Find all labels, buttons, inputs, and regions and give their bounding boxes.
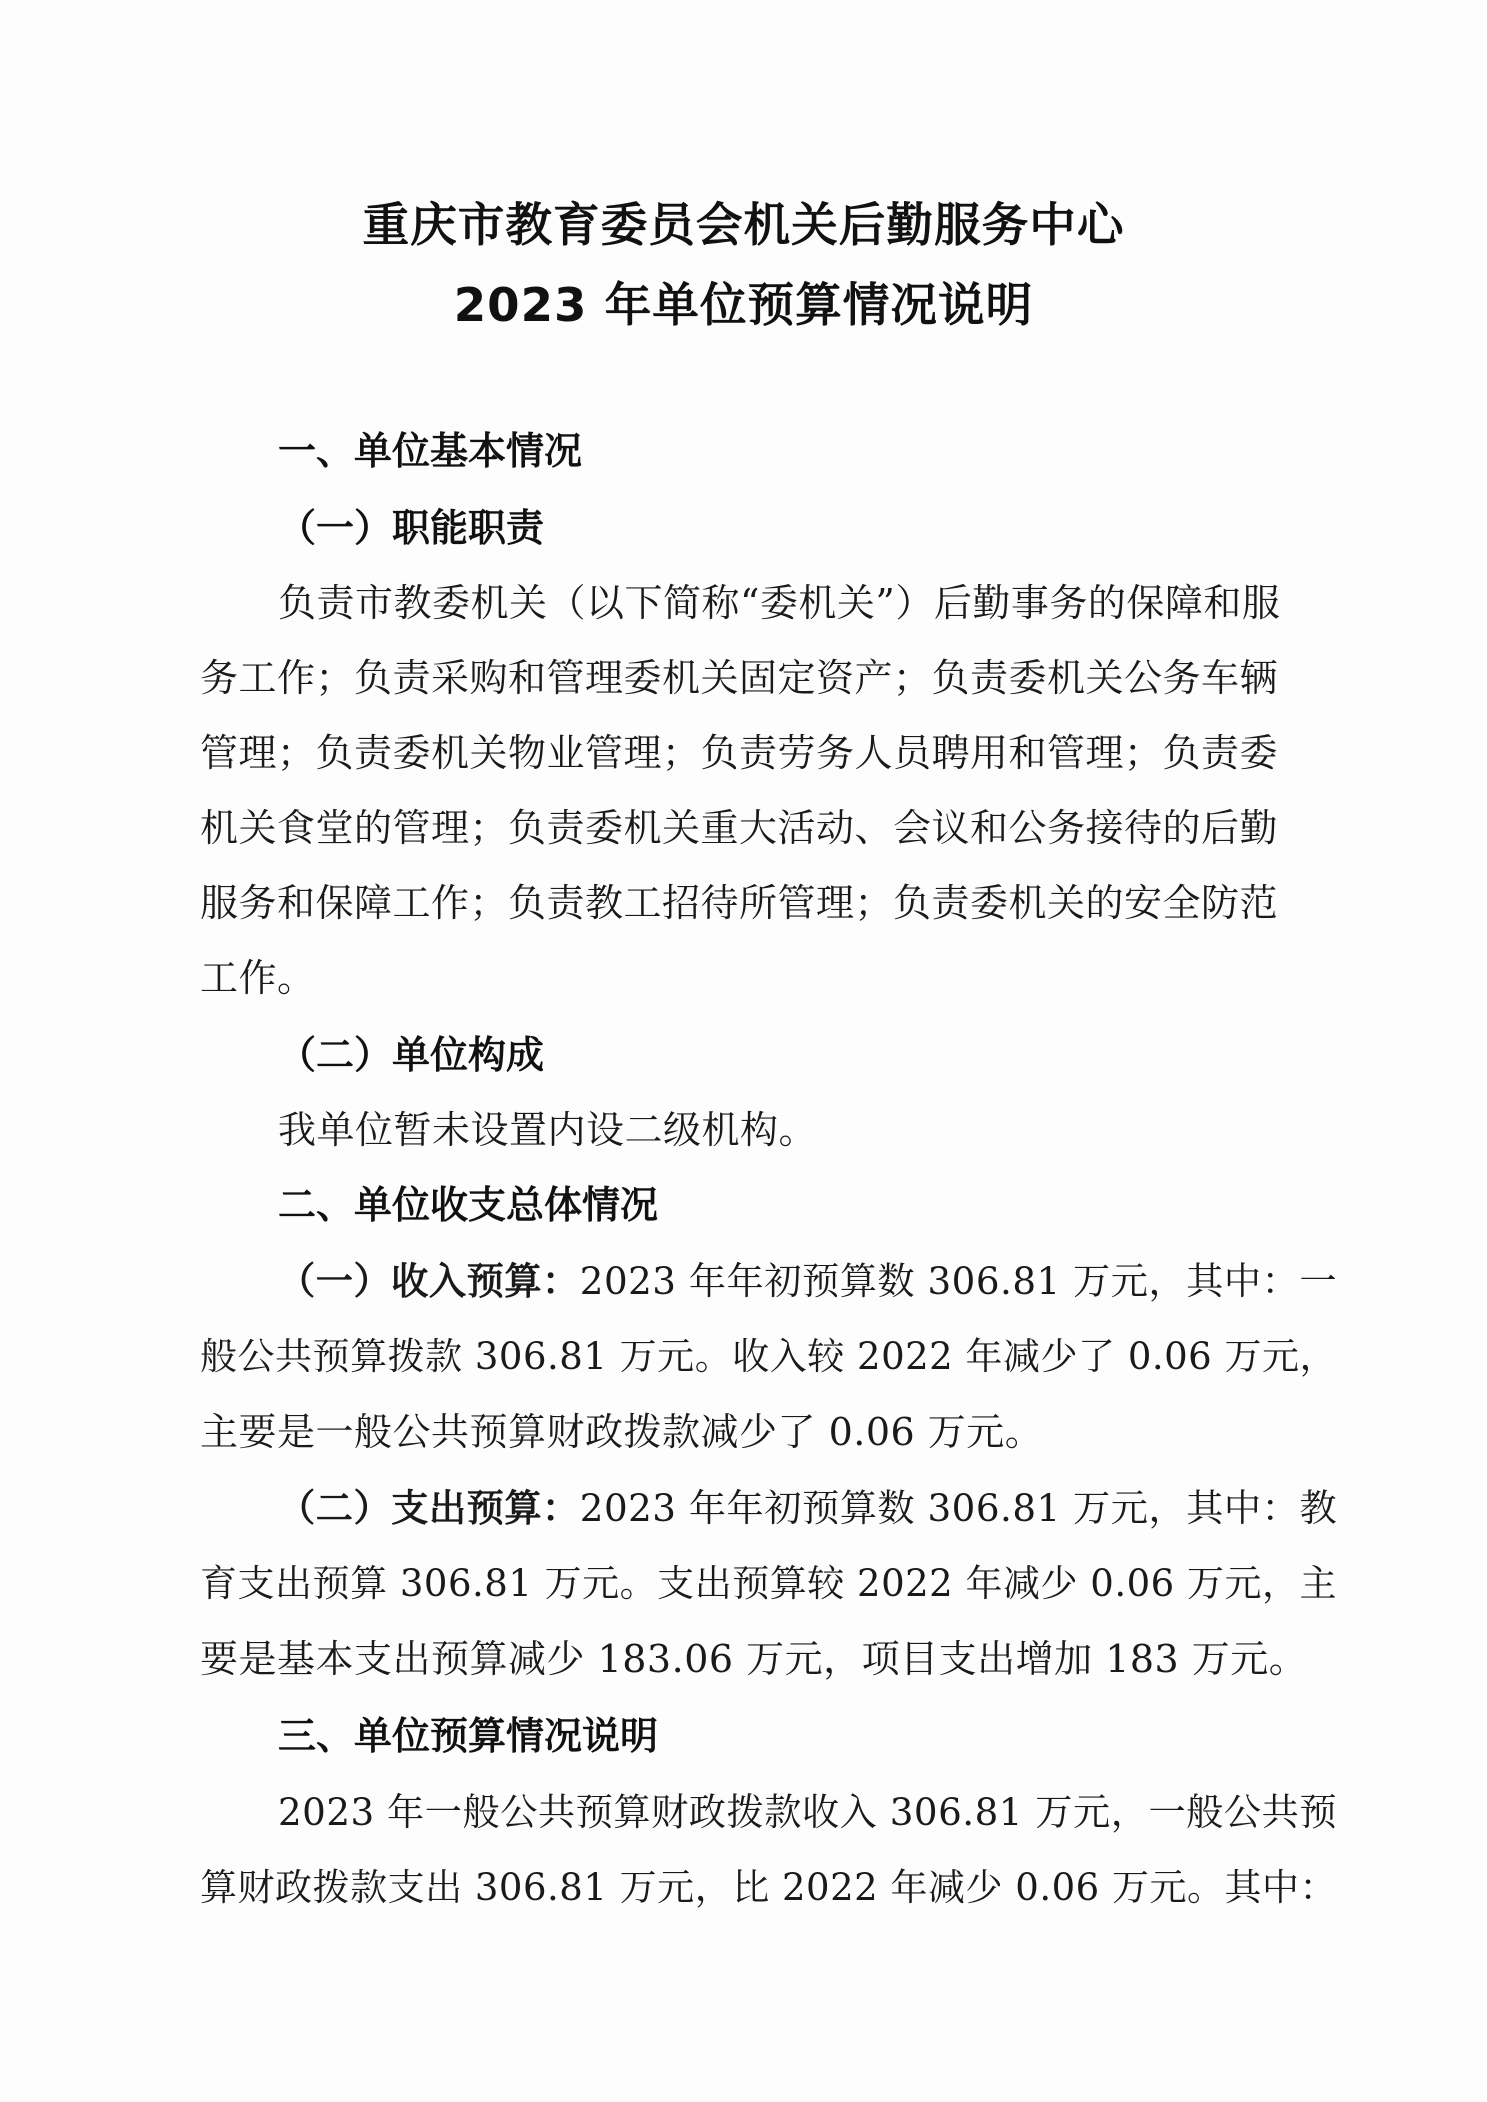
expense-label: （二）支出预算： <box>278 1486 580 1530</box>
section1-sub2-heading: （二）单位构成 <box>278 1032 545 1077</box>
paragraph-line: 2023 年一般公共预算财政拨款收入 306.81 万元，一般公共预 <box>278 1790 1338 1834</box>
paragraph-line: 要是基本支出预算减少 183.06 万元，项目支出增加 183 万元。 <box>200 1637 1308 1681</box>
income-line-1 <box>278 1251 1337 1305</box>
paragraph-line: 管理；负责委机关物业管理；负责劳务人员聘用和管理；负责委 <box>200 731 1279 775</box>
paragraph-line: 负责市教委机关（以下简称“委机关”）后勤事务的保障和服 <box>278 581 1281 625</box>
paragraph-line: 机关食堂的管理；负责委机关重大活动、会议和公务接待的后勤 <box>200 806 1279 850</box>
expense-text: 2023 年年初预算数 306.81 万元，其中：教 <box>579 1486 1338 1530</box>
expense-line-1 <box>278 1478 1337 1532</box>
section2-heading: 二、单位收支总体情况 <box>278 1183 659 1227</box>
income-text: 2023 年年初预算数 306.81 万元，其中：一 <box>579 1259 1338 1303</box>
section1-heading: 一、单位基本情况 <box>278 429 583 473</box>
paragraph-line: 务工作；负责采购和管理委机关固定资产；负责委机关公务车辆 <box>200 656 1279 700</box>
paragraph-line: 工作。 <box>200 956 316 1000</box>
document-title-line1: 重庆市教育委员会机关后勤服务中心 <box>362 198 1125 252</box>
paragraph-line: 服务和保障工作；负责教工招待所管理；负责委机关的安全防范 <box>200 881 1279 925</box>
paragraph-line: 般公共预算拨款 306.81 万元。收入较 2022 年减少了 0.06 万元， <box>200 1335 1338 1378</box>
income-label: （一）收入预算： <box>278 1259 580 1303</box>
paragraph-line: 我单位暂未设置内设二级机构。 <box>278 1108 818 1152</box>
paragraph-line: 育支出预算 306.81 万元。支出预算较 2022 年减少 0.06 万元，主 <box>200 1562 1338 1605</box>
paragraph-line: 主要是一般公共预算财政拨款减少了 0.06 万元。 <box>200 1410 1044 1454</box>
document-title-line2: 2023 年单位预算情况说明 <box>453 278 1034 332</box>
paragraph-line: 算财政拨款支出 306.81 万元，比 2022 年减少 0.06 万元。其中： <box>200 1866 1338 1909</box>
section3-heading: 三、单位预算情况说明 <box>278 1714 659 1758</box>
section1-sub1-heading: （一）职能职责 <box>278 505 545 550</box>
